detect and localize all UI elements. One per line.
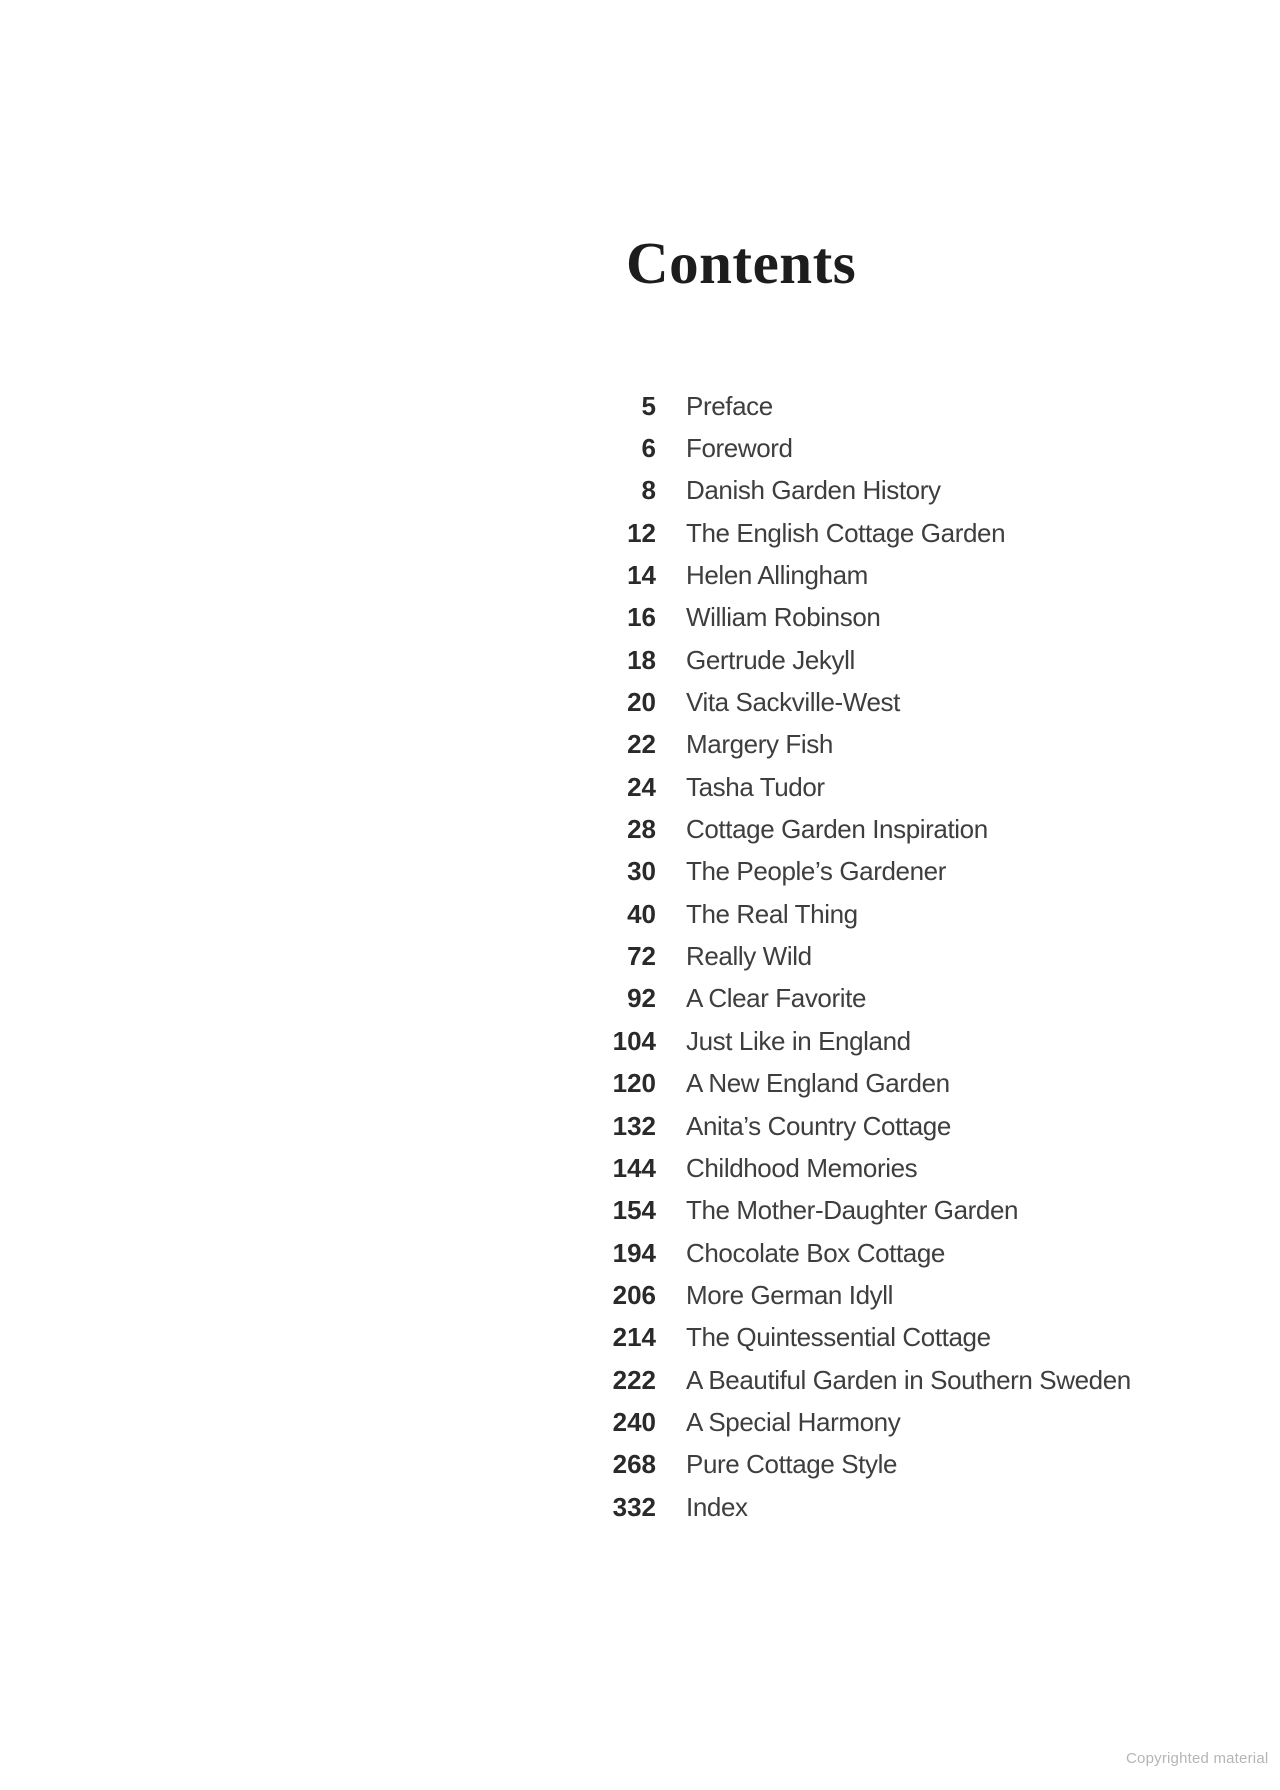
toc-page-number: 132 [612,1110,656,1141]
toc-entry-title: Cottage Garden Inspiration [686,814,988,845]
toc-entry-title: A Beautiful Garden in Southern Sweden [686,1364,1131,1395]
toc-entry [576,1105,1131,1147]
toc-entry [576,470,1131,512]
toc-entry-title: Foreword [686,433,793,464]
toc-page-number: 40 [627,898,656,929]
table-of-contents [576,385,1131,1528]
toc-entry-title: Danish Garden History [686,475,941,506]
toc-entry [576,1190,1131,1232]
toc-entry-title: A New England Garden [686,1068,950,1099]
toc-entry-title: Really Wild [686,941,812,972]
toc-entry-title: Just Like in England [686,1025,911,1056]
toc-entry-title: The Mother-Daughter Garden [686,1195,1019,1226]
toc-entry-title: Chocolate Box Cottage [686,1237,945,1268]
toc-page-number: 22 [627,729,656,760]
toc-entry [576,724,1131,766]
toc-page-number: 240 [612,1406,656,1437]
toc-page-number: 222 [612,1364,656,1395]
toc-page-number: 194 [612,1237,656,1268]
toc-entry-title: The English Cottage Garden [686,517,1006,548]
toc-entry-title: A Special Harmony [686,1406,901,1437]
toc-entry-title: Helen Allingham [686,560,868,591]
toc-page-number: 92 [627,983,656,1014]
toc-entry [576,1486,1131,1528]
toc-page-number: 24 [627,771,656,802]
toc-entry [576,1444,1131,1486]
toc-entry-title: Vita Sackville-West [686,687,900,718]
toc-entry [576,597,1131,639]
toc-page-number: 16 [627,602,656,633]
toc-entry [576,1274,1131,1316]
toc-page-number: 14 [627,560,656,591]
toc-page-number: 120 [612,1068,656,1099]
page-title: Contents [626,229,857,296]
toc-page-number: 206 [612,1279,656,1310]
toc-entry-title: The Quintessential Cottage [686,1322,991,1353]
toc-page-number: 154 [612,1195,656,1226]
toc-entry-title: Index [686,1491,748,1522]
toc-page-number: 214 [612,1322,656,1353]
toc-page-number: 5 [641,390,656,421]
toc-entry [576,1063,1131,1105]
toc-entry [576,851,1131,893]
toc-entry [576,427,1131,469]
toc-entry [576,808,1131,850]
toc-page-number: 12 [627,517,656,548]
toc-entry [576,1232,1131,1274]
toc-entry [576,1401,1131,1443]
toc-entry-title: Preface [686,390,773,421]
toc-page-number: 268 [612,1449,656,1480]
toc-entry [576,1147,1131,1189]
toc-entry-title: A Clear Favorite [686,983,867,1014]
toc-entry [576,1020,1131,1062]
toc-page-number: 28 [627,814,656,845]
toc-entry [576,639,1131,681]
toc-entry-title: The Real Thing [686,898,858,929]
toc-entry-title: William Robinson [686,602,881,633]
toc-entry-title: Childhood Memories [686,1152,918,1183]
toc-page-number: 104 [612,1025,656,1056]
toc-page-number: 6 [641,433,656,464]
toc-entry-title: Pure Cottage Style [686,1449,898,1480]
copyright-note: Copyrighted material [1126,1750,1269,1767]
toc-entry [576,554,1131,596]
toc-page-number: 20 [627,687,656,718]
toc-entry [576,385,1131,427]
toc-entry [576,1359,1131,1401]
toc-entry [576,1317,1131,1359]
toc-page-number: 18 [627,644,656,675]
toc-entry-title: Gertrude Jekyll [686,644,855,675]
toc-entry-title: Margery Fish [686,729,833,760]
toc-page-number: 72 [627,941,656,972]
toc-entry-title: Anita’s Country Cottage [686,1110,951,1141]
toc-entry [576,935,1131,977]
toc-entry [576,978,1131,1020]
toc-entry-title: The People’s Gardener [686,856,946,887]
toc-entry-title: Tasha Tudor [686,771,825,802]
toc-page-number: 144 [612,1152,656,1183]
toc-page-number: 332 [612,1491,656,1522]
toc-entry-title: More German Idyll [686,1279,894,1310]
toc-entry [576,681,1131,723]
toc-entry [576,893,1131,935]
toc-page-number: 30 [627,856,656,887]
toc-page-number: 8 [641,475,656,506]
toc-entry [576,766,1131,808]
toc-entry [576,512,1131,554]
